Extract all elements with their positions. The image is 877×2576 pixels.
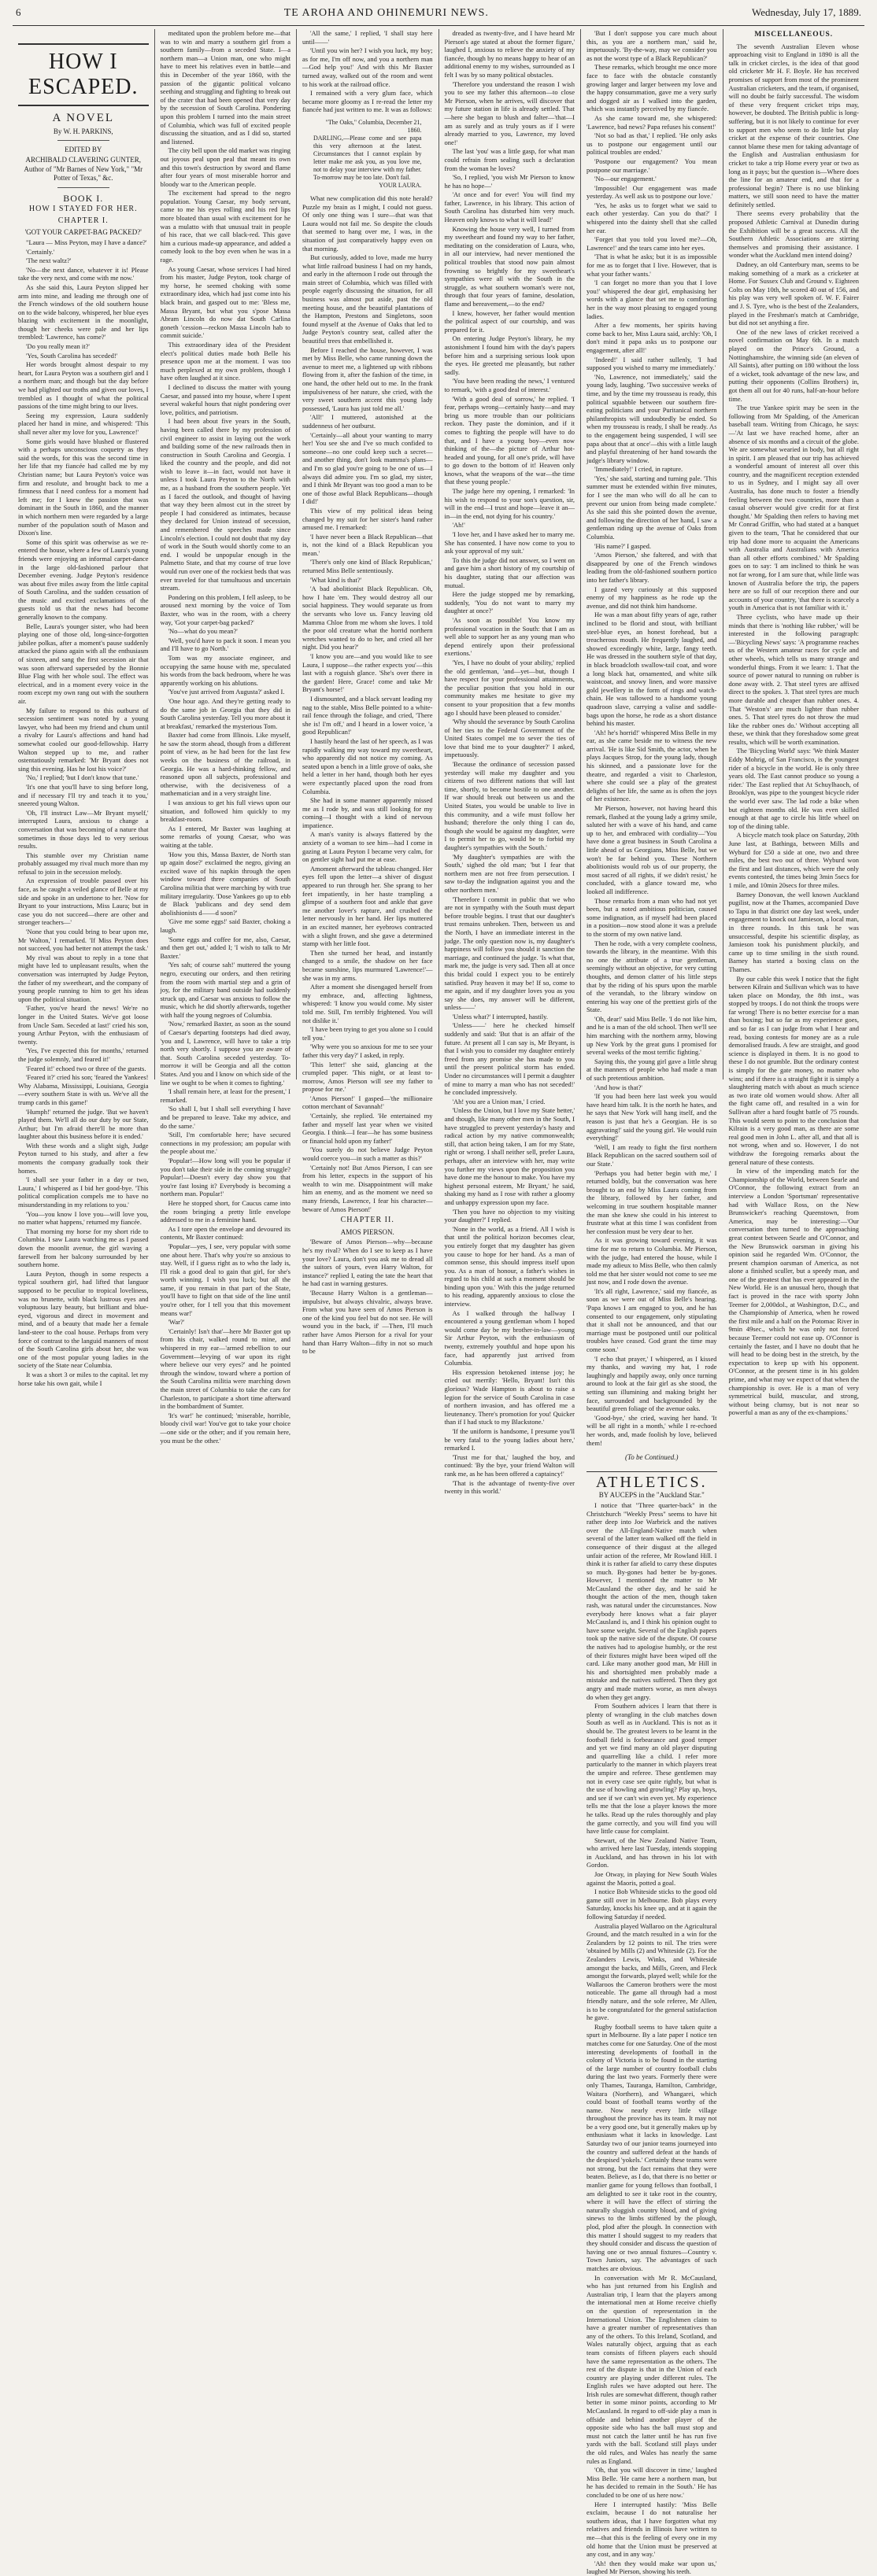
paragraph: 'All the same,' I replied, 'I shall stay here until——' (302, 29, 433, 46)
paragraph: 'Therefore I commit in public that we who are not in sympathy with the South must depart before trouble begins. I trust that our daughter's trust remains unbroken. Then, between us and the North, I have an immediate interest in the judge. The only question now is, my daughter's happiness will follow you should it sanction the marriage, and continued the judge. 'Is what that, mark me, the judge is very sad. Then all at once this bridal could I expect you to be entirely satisfied. Pray heaven it may be! If so, come to me again, and if my daughter loves you as you say she does, my answer will be different, unless——' (444, 895, 575, 1012)
column-3 (297, 29, 439, 1356)
paragraph: I declined to discuss the matter with young Caesar, and passed into my house, where I spent several wakeful hours that night pondering over love, politics, and patriotism. (160, 382, 290, 416)
paragraph: 'Why should the severance by South Carolina of her ties to the Federal Government of the United States compel me to sever the ties of love that bind me to your daughter?' I asked, impetuously. (444, 718, 575, 759)
letter-body: DARLING,—Please come and see papa this very afternoon at the latest. Circumstances that I cannot explain by letter make me ask you, as you love me, not to delay your interview with my father. To-morrow may be too late. Don't fail. (313, 134, 422, 181)
paragraph: To this the judge did not answer, so I went on and gave him a short history of my courtship of his daughter, stating that our affection was mutual. (444, 555, 575, 589)
paragraph: 'I love her, and I have asked her to marry me. She has consented. I have now come to you to ask your approval of my suit.' (444, 530, 575, 555)
paragraph: Then she turned her head, and instantly changed to a smile, the shadow on her face became sunshine, lips murmured 'Lawrence!'—she was in my arms. (302, 948, 433, 982)
paragraph: After a moment she disengaged herself from my embrace, and, affecting lightness, whispered: 'I know you would come. My sister told me. Still, I'm terribly frightened. You will not dislike it.' (302, 983, 433, 1024)
paragraph: 'Not so bad as that,' I replied. 'He only asks us to postpone our engagement until our political troubles are ended.' (587, 131, 717, 157)
masthead (13, 6, 864, 26)
paragraph: She had in some manner apparently missed me as I rode by, and was still looking for my coming—I thought with a kind of nervous impatience. (302, 796, 433, 829)
paragraph: 'And how is that?' (594, 1083, 642, 1091)
paragraph: This view of my political ideas being changed by my suit for her sister's hand rather amused me. I remarked: (302, 506, 433, 532)
paragraph: 'With a good deal of sorrow,' he replied. 'I fear, perhaps wrong—certainly hasty—and may bring us more trouble than our politicians reckon. They paste the dominion, and if it comes to fighting the people will have to do that, and I have a young boy—even now thinking of the—the picture of Arthur hot-headed and young, for all one's pride, will have to go down to the bottom of it! Heaven only knows, what the weapons of the war—the time that these young people.' (444, 394, 575, 486)
article-body (445, 29, 575, 1496)
paragraph: Knowing the house very well, I turned from my sweetheart and found my way to her father, meditating on the consideration of Laura, who, in all our interview, had never mentioned the political troubles that stood now pain almost frowning so brightly for my sweetheart's sympathies were all with the South in the struggle, as what southern woman's were not, through that four years of famine, desolation, flame and bereavement,—to the end? (444, 224, 575, 308)
paragraph: Some of this spirit was otherwise as we re-entered the house, where a few of Laura's young friends were enjoying an informal carpet-dance in the large old-fashioned parlour that December evening. Judge Peyton's residence was about five miles away from the little capital of South Carolina, and the sudden cessation of the music and excited exclamations of the guests told us that the news had become generally known to the company. (18, 537, 149, 622)
paragraph: His expression betokened intense joy; he cried out merrily: 'Hello, Bryant! Isn't this glorious? Wade Hampton is about to raise a legion for the service of South Carolina in case of northern invasion, and has offered me a lieutenancy. There's promotion for you! Quicker than if I had stuck to my Blackstone.' (444, 1367, 575, 1426)
divider (57, 140, 109, 141)
issue-date: Wednesday, July 17, 1889. (752, 6, 861, 18)
article-body (18, 238, 149, 1387)
paragraph: A man's vanity is always flattered by the anxiety of a woman to see him—had I come in gazing at Laura Peyton I became very calm, for on gentler sight had put me at ease. (302, 830, 433, 864)
paragraph: 'There's only one kind of Black Republican,' returned Miss Belle sententiously. (302, 558, 433, 575)
article-body (161, 29, 291, 1445)
paragraph: "Laura — Miss Peyton, may I have a dance?' (26, 238, 147, 246)
columns (13, 29, 864, 2576)
column-1 (13, 29, 155, 1387)
paragraph: I notice that "Three quarter-back" in the Christchurch "Weekly Press" seems to have hit rather deep into Joe Warbrick and the natives over the All-England-Native match when several of the latter team walked off the field in consequence of their disgust at the alleged unfair action of the referee, Mr Rowland Hill. I think it is rather far afield to carry these disputes so much. By-gones had better be by-gones. However, I mentioned the matter to Mr McCausland the other day, and he said he thought the action of the men, though taken rash, was natural under the circumstances. Now everybody here knows what a fair player McCausland is, and I think his opinion ought to have some weight. Several of the English papers took up the native side of the dispute. Of course the natives had to apologise humbly, or the rest of their fixtures might have been wiped off the card. Like many another good man, Mr Hill in his and shortsighted men probably made a mistake and the natives suffered. Then they got angry and made matters worse, as men always do when they get angry. (587, 1500, 717, 1701)
paragraph: 'Certainly not! But Amos Pierson, I can see from his letter, expects in the support of his wealth to win me. Disappointment will make him an enemy, and as the moment we need so many friends, Lawrence, I fear his character—beware of Amos Pierson!' (302, 1163, 433, 1213)
paragraph: 'None in the world, as a friend. All I wish is that until the political horizon becomes clear, you entirely forget that my daughter has given you cause to hope for her hand. As a man of common sense, this should impress itself upon you. As a man of honour, a father's wishes in regard to his child at such a moment should be binding upon you.' With this the judge returned to his reading, apparently anxious to close the interview. (444, 1224, 575, 1308)
chapter-heading: CHAPTER I. (57, 216, 109, 225)
paragraph: Baxter had come from Illinois. Like myself, he saw the storm ahead, though from a different point of view, as he had been for the last few weeks on the business of the railroad, in Georgia. He was a hard-thinking fellow, and reasoned upon all subjects, professional and otherwise, with the decisiveness of a mathematician and in a very straight line. (160, 731, 290, 798)
paragraph: 'Beware of Amos Pierson—why—because he's my rival? When do I see to keep as I have your love? Laura, don't you ask me to dread all the suitors of yours, even Harry Walton, for instance?' replied I, eating the tate the heart that he had cast in warning gestures. (302, 1238, 433, 1288)
paragraph: 'It's all right, Lawrence,' said my fiancée, as soon as we were out of Miss Belle's hearing. 'Papa knows I am engaged to you, and he has consented to our engagement, only stipulating that it shall not be announced, and that our marriage must be postponed until our political troubles have ceased. God grant the time may come soon.' (587, 1286, 717, 1354)
continued-note: (To be Continued.) (625, 1453, 679, 1462)
paragraph: In conversation with Mr R. McCausland, who has just returned from his English and Australian trip, I learn that the players among the international men at Home receive chiefly on the question of representation in the International Union. The Englishmen claim to have a greater number of representatives than any of the others. To this Ireland, Scotland, and Wales naturally object, arguing that as each team consists of fifteen players each should have the same representation as the others. The rest of the dispute is that in the Union of each country are playing under different rules. The English rules we have adopted out here. The Irish rules are somewhat different, though rather better in some minor points, according to Mr McCausland. In regard to off-side play a man is offside and behind another player of the opposite side who has the ball must stop and must not catch the latter until he has run five yards with the ball. Scotland still plays under the old rules, and Wales has nearly the same rules as England. (587, 2273, 717, 2465)
paragraph: 'You have been reading the news,' I ventured to remark, 'with a good deal of interest.' (444, 377, 575, 393)
paragraph: 'I shall remain here, at least for the present,' I remarked. (160, 1087, 290, 1104)
serial-headline: HOW I ESCAPED. (18, 43, 149, 106)
paragraph: 'No—what do you mean?' (168, 627, 238, 636)
athletics-byline: BY AUCEPS in the "Auckland Star." (598, 1491, 705, 1500)
letter-heading: "The Oaks," Columbia, December 21, 1860. (325, 118, 422, 134)
paragraph: 'Ah!' (452, 521, 465, 530)
paragraph: The seventh Australian Eleven whose approaching visit to England in 1890 is all the talk in cricket circles, is the idea of that good old cricketer Mr H. F. Boyle. He has received promises of support from most of the prominent Australian cricketers, and the team, if organised, will no doubt be fairly successful. The wisdom of these very frequent cricket trips may, however, be doubted. The British public is long-suffering, but it is not likely to continue for ever to support men who seem to do little but play cricket at the expense of their countries. One cannot blame these men for taking advantage of the English and Australian enthusiasm for cricket to take a trip Home every year or two as long as it pays; but the question is—Where does the line for an amateur end, and that for a professional begin? There is no use blinking matters, we still soon need to have the matter definitely settled. (728, 42, 859, 209)
paragraph: meditated upon the problem before me—that was to win and marry a southern girl from a southern family—from a seceded State. I—a northern man—a Union man, one who might have to meet his relatives even in battle—and this in December of the year 1860, with the passion of the gigantic political volcano seething and struggling and fighting to break out of the crater that had been opened that very day by the secession of South Carolina. Pondering upon this problem I turned into the main street of Columbia, which was full of excited people discussing the situation, and as I did so, started and listened. (160, 29, 290, 146)
paragraph: He was a man about fifty years of age, rather inclined to be florid and stout, with brilliant steel-blue eyes, an honest forehead, but a treacherous mouth. He frequently laughed, and showed exceedingly white, large, fangy teeth. He was dressed in the southern style of that day, in black broadcloth swallow-tail coat, and wore a long black hat, ornamented, and white silk waistcoat, and snowy linen, and wore massive gold jewellery in the form of rings and watch-chain. He was tallowed to a handsome young quadroon slave, carrying a valise and saddle-bags upon the horse, he rode as a short distance behind his master. (587, 611, 717, 728)
paragraph: 'Give me some eggs!' said Baxter, choking a laugh. (160, 917, 290, 934)
paragraph: 'All!' I muttered, astonished at the suddenness of her outburst. (302, 413, 433, 430)
paragraph: These remarks, which brought me once more face to face with the obstacle constantly growing larger and larger between my love and the happy consummation, gave me a very surly and dogged air as I walked into the garden, which was instantly perceived by my fiancée. (587, 63, 717, 113)
paragraph: 'Ah! you are a Union man,' I cried. (452, 1097, 546, 1105)
serial-subtitle: A NOVEL (52, 112, 115, 124)
paragraph: 'Ah! he's horrid!' whispered Miss Belle in my ear, as she came beside me to witness the new arrival. 'He is like Sid Smith, the actor, when he plays Jacques Strop, for the young lady, though his skinned, and a passionate love for the theatre, and regarded a visit to Charleston, where she could see a play of the greatest delights of her life, the same as is often the joys of her existence. (587, 728, 717, 803)
letter-signature: YOUR LAURA. (379, 181, 422, 189)
column-5 (581, 29, 723, 2576)
paragraph: Seeing my expression, Laura suddenly placed her hand in mine, and whispered: 'This shall never alter my love for you, Lawrence!' (18, 411, 149, 436)
paragraph: There seems every probability that the proposed Athletic Carnival at Dunedin during the Exhibition will be a great success. All the Southern Athletic Associations are stirring themselves and promising their assistance. I wonder what the Auckland men intend doing? (728, 209, 859, 260)
paragraph: 'Impossible! Our engagement was made yesterday. As well ask us to postpone our love.' (587, 183, 717, 201)
book-number: BOOK I. (63, 192, 104, 204)
paragraph: 'Because the ordinance of secession passed yesterday will make my daughter and you citizens of two different nations that will last time, shortly, to become hostile to one another. If war should break out between us and the United States, you would be unable to live in this community, and a wife must follow her husband; therefore the only thing I can do, though she would be against my daughter, were I to permit her to go, would be to forbid my daughter's sympathies with the South.' (444, 760, 575, 851)
paragraph: 'No,' I replied; 'but I don't know that tune.' (26, 773, 139, 782)
paragraph: 'Certainly, she replied. 'He entertained my father and myself last year when we visited Georgia. I think—I fear—he has some business or financial hold upon my father!' (302, 1112, 433, 1145)
paragraph: This stumble over my Christian name probably assuaged my rival much more than my refusal to join in the secession melody. (18, 851, 149, 876)
paragraph: Her words brought almost despair to my heart, for Laura Peyton was a southern girl and I a northern man; and though but the day before we had plighted our troths and given our loves, I trembled as I thought of what the political passions of the time might bring to our lives. (18, 360, 149, 411)
paragraph: Australia played Wallaroo on the Agricultural Ground, and the match resulted in a win for the Zealanders by 12 points to nil. The tries were 'obtained by Mills (2) and Whiteside (2). For the Zealanders Lewis, Winks, and Whiteside amongst the backs, and Mills, Green, and Fleck amongst the forwards, played well; while for the Wallaroos the Cameron brothers were the most noticeable. The game all through had a most friendly nature, and the sole referee, Mr Allen, is to be congratulated for the general satisfaction he gave. (587, 1921, 717, 2022)
paragraph: The city bell upon the old market was ringing out joyous peal upon peal that meant its own and this town's destruction by sword and flame after four years of most miserable horror and bloody war to the American people. (160, 146, 290, 188)
paragraph: 'No—our engagement.' (594, 175, 657, 183)
column-2 (155, 29, 298, 1445)
paragraph: That morning my horse for my short ride to Columbia. I saw Laura watching me as I passed down the moonlit avenue, the girl waving a farewell from her balcony surrounded by her southern home. (18, 1227, 149, 1269)
paragraph: The last 'you' was a little gasp, for what man could refrain from sealing such a declaration from the woman he loves? (444, 147, 575, 172)
paragraph: 'Yes,' she said, starting and turning pale. 'This summer must be extended within five minutes, for I see the man who will do all he can to prevent our union from being made complete.' As she said this she pointed down the avenue, and following the direction of her hand, I saw a gentleman riding up the avenue of Oaks from Columbia. (587, 474, 717, 541)
paragraph: The 'Bicycling World' says: 'We think Master Eddy Mohrig, of San Francisco, is the youngest rider of a bicycle in the world. He is only three years old. The East cannot produce so young a rider.' The East replied that At Schuylhaoch, of Brooklyn, was pipe to the youngest bicycle rider the world ever saw. The lad rode a bike when but eighteen months old. He was even skilled enough at that age to circle his little wheel on top of the dining table. (728, 747, 859, 830)
paragraph: 'What kind is that?' (310, 575, 362, 584)
editor-name: ARCHIBALD CLAVERING GUNTER, (25, 155, 142, 164)
paragraph: 'How you this, Massa Baxter, de North stan up again dose?' exclaimed the negro, giving an excited wave of his napkin through the open window toward three companies of South Carolina militia that were marching by with true military irregularity. 'Dose Yankees go up to ebb de Black 'publicans and dey send dem abolishionists d——d soon?' (160, 850, 290, 917)
divider (57, 187, 109, 188)
page-number: 6 (16, 6, 21, 18)
paragraph: 'But I don't suppose you care much about this, as you are a northern man,' said he, impetuously. 'By-the-way, may we consider you as not the worst type of a Black Republican?' (587, 29, 717, 62)
paragraph: From Southern advices I learn that there is plenty of wrangling in the club matches down South as well as in Auckland. This is not as it should be. The greatest levers to be learnt in the football field is forbearance and good temper and yet we find many an old player disputing and quarrelling like a child. I refer more particularly to the manner in which players treat the umpire and referee. These gentlemen may not in every case see quite rightly, but what is the use of howling and growling? Play up, boys, and see if we can't win even yet. My experience tells me that the lose a player knows the more he talks. Read up the rules thoroughly and play the game correctly, and you will find you will have little cause for complaint. (587, 1702, 717, 1836)
paragraph: 'Still, I'm comfortable here; have secured connections in my profession; am popular with the people about me.' (160, 1131, 290, 1156)
paragraph: As she came toward me, she whispered: 'Lawrence, bad news? Papa refuses his consent!' (587, 113, 717, 131)
paragraph: 'Because Harry Walton is a gentleman—impulsive, but always chivalric, always brave. From what you have seen of Amos Pierson is one of the kind you feel but do not see. He will wound you in the back, if' —Then, I'll much rather have Amos Pierson for a rival for your hand than Harry Walton—fifty in not so much to be (302, 1288, 433, 1356)
paragraph: Laura Peyton, though in some respects a typical southern girl, had lifted that languor supposed to be peculiar to tropical loveliness, was no brunette, with black lustrous eyes and voluptuous lazy beauty, but brilliant and blue-eyed, vigorous and direct in movement and mind, and of a beauty that made her a female land-steer to the coal house. Perhaps from very force of contrast to the languid manners of most of the South Carolina girls about her, she was one of the most popular young ladies in the society of the State near Columbia. (18, 1269, 149, 1370)
paragraph: 'Well, I am ready to fight the first northern Black Republican on the sacred southern soil of our State.' (587, 1142, 717, 1168)
paragraph: 'Certainly.' (26, 247, 55, 256)
paragraph: 'Amos Pierson,' she faltered, and with that disappeared by one of the French windows leading from the old-fashioned southern portico into her father's library. (587, 551, 717, 584)
paragraph: One of the new laws of cricket received a novel confirmation on May 6th. In a match played on the Prince's Ground, a Nottinghamshire, the winning side (an eleven of All Saints), after putting on 180 without the loss of a wicket, took advantage of the new law, and putting their opponents (Collins Brothers) in, got them all out for 40 runs, half-an-hour before time. (728, 327, 859, 403)
paragraph: As young Caesar, whose services I had hired from his master, Judge Peyton, took charge of my horse, he seemed choking with some extraordinary idea, which had just come into his black brain, and gasped out to me: 'Bless me, Massa Bryant, but what you s'pose Massa Abram Lincoln do now dat South Carlina goneth 'cession—reckon Massa Lincoln hab to commit suicide.' (160, 264, 290, 340)
paragraph: Mr Pierson, however, not having heard this remark, flashed at the young lady a grimy smile, saluted her with a wave of his hand, and came up to her, and embraced with cordiality—'You have done a great business in South Carolina a little ahead of us Georgians, Miss Belle, but we won't be far behind you. These Northern abolitionists would rob us of our property, the most sacred of all rights, if we didn't resist,' he concluded, with a glance toward me, who looked all indifference. (587, 804, 717, 895)
paragraph: Some girls would have blushed or flustered with a perhaps unconscious coquetry as they said the words, for this was the second time in her life that my fiancée had called me by my Christian name; but Laura Peyton's voice was firm and resolute, and brought back to me a firmness that I need confess for a moment had left me; for I knew the passion that was dominant in the South in 1860, and the manner in which northern men were regarded by a large number of the population south of Mason and Dixon's line. (18, 437, 149, 537)
paragraph: 'Oh, dear!' said Miss Belle. 'I do not like him, and he is a man of the old school. Then we'll see him marching with the northern army, blowing up New York by the great guns I promised for several weeks of the most terrific fighting.' (587, 1014, 717, 1057)
paragraph: The excitement had spread to the negro population. Young Caesar, my body servant, came to me his eyes rolling and his red lips more bloated than usual with excitement for he was a mulatto with that unusual trait in people of his race, that we call black-red. This gave him a curious made-up appearance, and added a comedy look to the boy even when he was in a rage. (160, 189, 290, 264)
article-body (587, 1501, 717, 2576)
paragraph: 'Now,' remarked Baxter, as soon as the sound of Caesar's departing footsteps had died away, 'you and I, Lawrence, will have to take a trip north very shortly. I suppose you are aware of that. South Carolina seceded yesterday. To-morrow it will be Georgia and all the cotton States. And you and I know on which side of the line we ought to be when it comes to fighting.' (160, 1020, 290, 1087)
paragraph: On entering Judge Peyton's library, he my astonishment I found him with the day's papers before him and a surprising serious look upon the eyes. He greeted me pleasantly, but rather sadly. (444, 334, 575, 376)
paragraph: I hastily heard the last of her speech, as I was rapidly walking my way toward my sweetheart, who apparently did not notice my coming. As seated upon a bench in a little grove of oaks, she held a letter in her hand, though both her eyes were expectantly placed upon the road from Columbia. (302, 736, 433, 795)
paragraph: 'It's war!' he continued; 'miserable, horrible, bloody civil war! You've got to take your choice—one side or the other; and if you remain here, you must be the other.' (160, 1411, 290, 1445)
paragraph: But curiously, added to love, made me hurry what little railroad business I had on my hands, and early in the afternoon I rode out through the main street of Columbia, which was filled with people eagerly discussing the situation, for all business was almost put aside, past the old meeting house, and the beautiful plantations of the Hampton, Prestons and Singletons, soon found myself at the Avenue of Oaks that led to Judge Peyton's country seat, called after the beautiful trees that embellished it. (302, 253, 433, 345)
paragraph: I was anxious to get his full views upon our situation, and followed him quickly to my breakfast-room. (160, 799, 290, 824)
paragraph: 'Therefore you understand the reason I wish you to see my father this afternoon—to close Mr Pierson, when he arrives, will discover that my future station in life is already settled. That—here she began to blush and falter—'that—I am as surely and as truly yours as if I were already married to you, Lawrence, my loved one!' (444, 79, 575, 146)
paragraph: In view of the impending match for the Championship of the World, between Searle and O'Connor, the following extract from an interview a London 'Sportsman' representative had with Wallace Ross, on the New Brunswicker's reaching Queenstown, from America, may be interesting:—'Our conversation then turned to the approaching great contest between Searle and O'Connor, and the New Brunswick oarsman in giving his opinion said he regarded Wm. O'Connor, the present champion oarsman of America, as not alone a finished sculler, but a speedy man, and one of the greatest that has ever appeared in the New World. He is an unusual hero, though that fact is proved in the race with sporty John Teemer for 2,000dol., at Washington, D.C., and the Championship of America, when he rowed the first mile and a half on the Potomac River in 9min 49sec., which he was only not forced because Teemer could not ease up. O'Connor is certainly the faster, and I have no doubt that he will head to be doing best in the stretch, by the expectation to keep up with his opponent. O'Connor, at the present time is in his golden prime, and what may we expect of that when the championship is over. He is a man of very symmetrical build, muscular, and strong, without being clumsy, but is not near so powerful a man as any of the ex-champions.' (728, 1167, 859, 1417)
paragraph: Saying this, the young girl gave a little shrug at the manners of people who had made a man of such pretentious ambition. (587, 1057, 717, 1083)
paragraph: After a few moments, her spirits having come back to her, Miss Laura said, archly: 'Oh, I don't mind it papa asks us to postpone our engagement, after all!' (587, 321, 717, 354)
chapter-subtitle: 'GOT YOUR CARPET-BAG PACKED?' (24, 228, 142, 237)
paragraph: As I entered, Mr Baxter was laughing at some remarks of young Caesar, who was waiting at the table. (160, 824, 290, 849)
book-title: HOW I STAYED FOR HER. (28, 205, 138, 214)
paragraph: What new complication did this note herald? Puzzle my brain as I might, I could not guess. Of only one thing was I sure—that was that Laura would not fail me. So despite the clouds that seemed to hang over me, I was, in the situation of just comparatively happy even on that morning. (302, 194, 433, 253)
paragraph: This extraordinary idea of the President elect's political duties made both Belle his presence upon me at the moment. I was too much perplexed at my own problem, though I have often laughed at it since. (160, 340, 290, 382)
edited-by: EDITED BY (65, 146, 102, 154)
paragraph: I notice Bob Whiteside sticks to the good old game still over in Melbourne. Bob plays every Saturday, knocks his knee up, and at it again the following Saturday if needed. (587, 1888, 717, 1921)
paragraph: 'Trust me for that,' laughed the boy, and continued: 'By the bye, your friend Walton will rank me, as he has been offered a captaincy!' (444, 1452, 575, 1478)
paragraph: 'Yes, he asks us to forget what we said to each other yesterday. Can you do that?' I whispered into the dainty shell that she called her ear. (587, 201, 717, 234)
paragraph: By our cable this week I notice that the fight between Kilrain and Sullivan which was to have taken place on Monday, the 8th inst., was stopped by troops. I do not think the troops were far wrong! There is no better exercise for a man than boxing; but so far as my experience goes, and so far as I can judge from what I hear and read, boxing contests for money are as a rule demoralised frauds. A few are straight, and good science is displayed in them. It is no good to these I do not grumble. But the ordinary contest is simply for the gate money, no matter who wins; and if there is a straight fight it is simply a slaughtering match with about as much science as two irate old women would show. After all the fight came off, and resulted in a win for Sullivan after a hard fought battle of 75 rounds. This would seem to point to the conclusion that Kilrain is a very good man, as there are some real good men in John L. after all, and that all is not wrong, when and so. However, I do not withdraw the foregoing remarks about the general nature of these contests. (728, 974, 859, 1166)
paragraph: 'As soon as possible! You know my professional vocation in the South: that I am as well able to support her as any young man who depend entirely upon their professional exertions.' (444, 615, 575, 658)
paragraph: Dadney, an old Canterbury man, seems to be making something of a mark as a cricketer at Home. For Sussex Club and Ground v. Eighteen Colts on May 10th, he scored 40 out of 156, and his play was very well spoken of. W. F. Fairer and J. S. Tyre, who is the best of the Zealanders, played in the Freshman's match at Cambridge, but did not set anything a fire. (728, 260, 859, 327)
paragraph: 'Certainly—all about your wanting to marry her! You see she and I've so much confided to someone—no one could keep such a secret—and another thing, don't look mamma's plans—and I'm so glad you're going to be one of us—I always did admire you. I'm so glad, my sister, and I think Mr Bryant was too good a man to be one of those awful Black Republicans—though I did!' (302, 430, 433, 506)
author-note: Author of "Mr Barnes of New York," "Mr Potter of Texas," &c. (24, 165, 143, 182)
paragraph: I had been about five years in the South, having been called there by my profession of civil engineer to assist in laying out the work and building some of the new railroads then in construction in South Carolina and Georgia. I liked the country and the people, and did not wish to leave it—in fact, would not have it unless I took Laura Peyton to the North with me, as a husband from the southern people. Yet as I faced the outlook, and thought of having that way they been almost cut in the street by people I had considered as intimates, because they declared for Union instead of secession, and remembered the speeches made since Lincoln's election. I could not doubt that my day of work in the South would shortly come to an end. I would be unpopular enough in the Palmetto State, and that my course of true love would run over one of the rockiest beds that was ever traveled for that tumultuous and uncertain stream. (160, 417, 290, 592)
paragraph: 'Oh, I'll instruct Law—Mr Bryant myself,' interrupted Laura, anxious to change a conversation that was becoming of a nature that sometimes in those days led to very serious results. (18, 808, 149, 851)
article-body (302, 1238, 433, 1355)
paragraph: Rugby football seems to have taken quite a spurt in Melbourne. By a late paper I notice ten matches come for one Saturday. One of the most interesting developments of football in the colony of Victoria is to be found in the starting of the large number of country football clubs during the last two years. Formerly there were only Thames, Tauranga, Hamilton, Cambridge, Waitara (Northern), and Whangarei, which could boast of football teams worthy of the name. Now nearly every little village throughout the province has its team. It may not be a very good one, but it generally makes up by enthusiasm what it lacks in knowledge. Last Saturday two of our junior teams journeyed into the country and suffered defeat at the hands of the despised 'yokels.' Certainly these teams were not strong, but the fact remains that they were beaten. Believe, as I do, that there is no better or manlier game for young fellows than football, I am delighted to see it take root in the country, where it will have the effect of stirring the naturally sluggish country blood, and of giving sinews to the limbs stiffened by the plough, plod, plod after the plough. In connection with this matter I should suggest to my readers that they should consider and discuss the question of having one or two annual fixtures—Country v. Town Juniors, say. The advantages of such matches are obvious. (587, 2022, 717, 2272)
paragraph: 'My daughter's sympathies are with the South,' sighed the old man; 'but I fear that northern men are not free from persecution. I saw to-day the indignation against you and the other northern men.' (444, 852, 575, 894)
paragraph: 'Yes, South Carolina has seceded!' (26, 351, 118, 360)
athletics-heading: ATHLETICS. (587, 1471, 717, 1487)
paragraph: 'A bad abolitionist Black Republican. Oh, how I hate 'em. They would destroy all our social happiness. They would separate us from the servants who love us. Fancy leaving old Mamma Chloe from me whom she loves. I told the poor old creature what the horrid northern wretches wanted to do to her, and cried all her night. Did you hear?' (302, 585, 433, 651)
paragraph: 'One hour ago. And they're getting ready to do the same job in Georgia that they did in South Carolina yesterday. Tell you more about it at breakfast,' remarked the mysterious Tom. (160, 696, 290, 730)
miscellaneous-heading: MISCELLANEOUS. (754, 31, 834, 39)
paragraph: I knew, however, her father would mention the political aspect of our courtship, and was prepared for it. (444, 308, 575, 334)
paragraph: 'Oh, that you will discover in time,' laughed Miss Belle. 'He came here a northern man, but he has decided to remain in the South.' He has concluded to be one of us here now.' (587, 2466, 717, 2499)
paragraph: 'Well, you'd have to pack it soon. I mean you and I'll have to go North.' (160, 636, 290, 653)
paragraph: Here he stopped short, for Caucus came into the room bringing a pretty little envelope addressed to me in a feminine hand. (160, 1198, 290, 1224)
paragraph: 'I shall see your father in a day or two, Laura,' I whispered as I bid her good-bye. 'This political complication compels me to have no misunderstanding in my relations to you.' (18, 1175, 149, 1209)
chapter-subtitle: AMOS PIERSON. (340, 1227, 394, 1236)
paragraph: 'At once and for ever! You will find my father, Lawrence, in his library. This action of South Carolina has disturbed him very much. Heaven only knows to what it will lead!' (444, 190, 575, 224)
paragraph: 'I echo that prayer,' I whispered, as I kissed my thanks, and waving my hat, I rode laughingly and happily away, only once turning around to look at the fair girl as she stood, the setting sun illumining and making bright her face, surrounded and backgrounded by the beautiful green foliage of the avenue oaks. (587, 1354, 717, 1413)
paragraph: 'You—you know I love you—will love you, no matter what happens,' returned my fiancée. (18, 1209, 149, 1227)
paragraph: 'Popular—yes, I see, very popular with some one about here. That's why you're so anxious to stay. Well, if I guess right as to who the lady is, I'll risk a good deal to gain that girl, for she's worth winning. I wish you luck; but all the same, if you remain in that part of the State, you'll have to fight on that side of the line until you're other, for I tell you that this movement means war!' (160, 1242, 290, 1317)
paragraph: Here the judge stopped me by remarking, suddenly, 'You do not want to marry my daughter at once?' (444, 590, 575, 615)
article-body (302, 29, 433, 114)
paragraph: 'The next waltz?' (26, 256, 72, 265)
paragraph: Before I reached the house, however, I was met by Miss Belle, who came running down the avenue to meet me, a lightened up with ribbons flowing from it, after the fashion of the time, in one hand, the other held out to me. In the frank impulsiveness of her nature, she cried, with the very sweet southern accent this young lady possessed, 'Laura has just told me all.' (302, 345, 433, 412)
paragraph: An expression of trouble passed over his face, as he caught a veiled glance of Belle at my side and spoke in an undertone to her. 'Now for Bryant to your instructions, Miss Laura; but in case you do not succeed—there are other and stronger teachers—' (18, 877, 149, 927)
paragraph: As it was growing toward evening, it was time for me to return to Columbia. Mr Pierson, with the judge, had entered the house, while I made my adieux to Miss Belle, who then calmly told me that her sister would not come to see me just now, and I rode down the avenue. (587, 1236, 717, 1286)
chapter-heading: CHAPTER II. (340, 1216, 394, 1225)
paragraph: 'So shall I, but I shall sell everything I have and be prepared to leave. Take my advice, and do the same.' (160, 1105, 290, 1130)
paragraph: 'I know you are—and you would like to see Laura, I suppose—the rather expects you'—this last with a roguish glance. 'She's over there in the garden! Here, Grace! come and take Mr Bryant's horse!' (302, 652, 433, 694)
paragraph: 'Popular!—How long will you be popular if you don't take their side in the coming struggle? Popular!—Doesn't every day show you that you're fast losing it? Everybody is becoming a northern man. Popular!' (160, 1156, 290, 1198)
paragraph: 'That is what he asks; but it is as impossible for me as to forget that I live. However, that is what your father wants.' (587, 253, 717, 278)
paragraph: 'His name?' I gasped. (594, 541, 651, 550)
paragraph: 'War?' (168, 1318, 185, 1327)
paragraph: It was a short 3 or miles to the capital. let my horse take his own gait, while I (18, 1370, 149, 1387)
paragraph: Tom was my associate engineer, and occupying the same house with me, speculated his words from the back bedroom, where he was apparently working on his ablutions. (160, 653, 290, 687)
paragraph: As she said this, Laura Peyton slipped her arm into mine, and leading me through one of the French windows of the old southern house on to the wide balcony, whispered, her blue eyes blazing with excitement in the moonlight, though her cheeks were pale and her lips trembled: 'Lawrence, has come?' (18, 282, 149, 341)
paragraph: 'Indeed!' I said rather sullenly, 'I had supposed you wished to marry me immediately.' (587, 355, 717, 372)
paragraph: 'Perhaps you had better begin with me,' I returned boldly, but the conversation was here brought to an end by Miss Laura coming from the library, followed by her father, and welcoming in true southern hospitable manner the man she knew she could in his interest to frustrate what at this time I was confident from her confession must be very dear to her. (587, 1168, 717, 1235)
paragraph: 'Feared it!' echoed two or three of the guests. (26, 1064, 146, 1072)
paragraph: A bicycle match took place on Saturday, 20th June last, at Bathinga, between Mills and Wyburd for £50 a side at one, two and three miles, the best two out of three. Wyburd won the first and last distances, which were the only events contested, the times being 3min 5secs for 1 mile, and 10min 20secs for three miles. (728, 831, 859, 889)
letter (313, 119, 422, 190)
paragraph: 'Then you have no objection to my visiting your daughter?' I replied. (444, 1207, 575, 1224)
paragraph: Then he rode, with a very complete coolness, towards the library, in the meantime. With this no one the attribute of a true gentleman, seemingly without an objective, for very cutting thoughts, and demon clatter of his little steps that by the riding of his spurs upon the marble of the verandah, to the library window on entering his way one of the prettiest girls of the State. (587, 939, 717, 1014)
paragraph: Three cyclists, who have made up their minds that there is 'nothing like rubber,' will be interested in the following paragraph:—'Bicycling News' says: 'A programme reaches us of the Western amateur races for cycle and other wheels, which tells us many strange and wonderful things. From it we learn: 1. That the source of power natural to running on rubber is done away with. 2. That steel tyres are affixed direct to the spokes. 3. That steel tyres are much more durable and cheaper than rubber ones. 4. That 'Weston's' are much lighter than rubber ones. 5. That steel tyres do not throw the mud like the rubber ones do.' Without accepting all these, we think that they foreshadow some great results, which will be worth examination. (728, 612, 859, 746)
paragraph: 'Father, you've heard the news! We're no longer in the United States. We've got loose from Uncle Sam. Seceded at last!' cried his son, young Arthur Peyton, with the enthusiasm of twenty. (18, 1004, 149, 1046)
paragraph: 'You surely do not believe Judge Peyton would coerce you—in such a matter as this?' (302, 1146, 433, 1163)
paragraph: 'Ah! then they would make war upon us,' laughed Mr Pierson, showing his teeth. (587, 2559, 717, 2576)
paragraph: With these words and a slight sigh, Judge Peyton turned to his study, and after a few moments the company gradually took their homes. (18, 1141, 149, 1175)
paragraph: 'Amos Pierson!' I gasped—'the millionaire cotton merchant of Savannah!' (302, 1094, 433, 1111)
paragraph: 'Humph!' returned the judge. 'But we haven't played them. We'll all do our duty by our State, Arthur; but I'm afraid there'll be more than laughter about this business before it is ended.' (18, 1107, 149, 1141)
paragraph: Pondering on this problem, I fell asleep, to be aroused next morning by the voice of Tom Baxter, who was in the room, with a cheery way, 'Got your carpet-bag packed?' (160, 592, 290, 626)
paragraph: As I tore open the envelope and devoured its contents, Mr Baxter continued: (160, 1224, 290, 1242)
paragraph: My failure to respond to this outburst of secession sentiment was noted by a young lawyer, who had been my friend and chum until a rivalry for Laura's affections and hand had somewhat cooled our good-fellowship. Harry Walton stepped up to me, and rather ostentatiously remarked: 'Mr Bryant does not sing this evening. Has he lost his voice?' (18, 706, 149, 773)
paragraph: As I walked through the hallway I encountered a young gentleman whom I hoped would come day be my brother-in-law—young Sir Arthur Peyton, with the enthusiasm of twenty, extremely youthful and hope upon his face, had apparently just arrived from Columbia. (444, 1308, 575, 1367)
paragraph: 'Some eggs and coffee for me, also, Caesar, and then get out,' added I; 'I wish to talk to Mr Baxter.' (160, 935, 290, 960)
paragraph: 'If you had been here last week you would have heard him talk. It is the north he hates, and he says that New York will hang itself, and the reason is just that he's a Georgian. He is so aggravating!' said the young girl. 'He would ruin everything!' (587, 1092, 717, 1142)
paragraph: 'This letter!' she said, glancing at the crumpled paper. 'This night, or at least to-morrow, Amos Pierson will see my father to propose for me.' (302, 1060, 433, 1094)
paragraph: Barney Donovan, the well known Auckland pugilist, now at the Thames, accompanied Dave to Tapu in that district one day last week, under engagement to knock out Jamieson, a local man, in three rounds. In this task he was unsuccessful, despite his scientific display, as Jamieson took his punishment pluckily, and came up to time smiling in the sixth round. Barney has started a boxing class on the Thames. (728, 890, 859, 973)
paragraph: 'Postpone our engagement? You mean postpone our marriage.' (587, 157, 717, 174)
paragraph: 'Feared it?' cried his son; 'feared the Yankees! Why Alabama, Mississippi, Louisiana, Georgia—every southern State is with us. We've all the trump cards in this game!' (18, 1073, 149, 1106)
paragraph: 'Yes sah; of course sah!' muttered the young negro, executing our orders, and then retiring from the room with martial step and a grin of joy, for the military band outside had suddenly struck up, and Caesar was anxious to follow the music, which he did shortly afterwards, together with half the young negroes of Columbia. (160, 961, 290, 1019)
paragraph: The true Yankee spirit may be seen in the following from Mr Spalding, of the American baseball team. Writing from Chicago, he says:—'At last we have reached home, after an absence of six months and a circuit of the globe. We are somewhat wearied in body, but all right in spirit. I am pleased that our trip has achieved a wonderful amount of interest all over this country, and the magnificent reception extended to us in Sydney, and I might say all over Australia, has done much to foster a friendly feeling between the two countries, more than a casual observer would give credit for at first thought.' Mr Spalding then refers to having met Mr Conrad Griffin, who had stated at a banquet given to the team, 'That he considered that our trip had done more to acquaint the Americans with Australia and Australians with America than all other efforts combined.' Mr Spalding goes on to say: 'I am inclined to think he was not far wrong, for I am sure that, while little was known of Australia before the trip, the papers here are so full of our reception there and our accounts of your country, 'that there is scarcely a youth in America that is not familiar with it.' (728, 404, 859, 612)
paragraph: 'I can forget no more than you that I love you!' whispered the dear girl, emphasising her words with a glance that set me to comforting her in the way most pleasing to engaged young ladies. (587, 279, 717, 320)
paragraph: 'Do you really mean it?' (26, 342, 90, 351)
paragraph: 'Forget that you told you loved me?—Oh, Lawrence!' and the tears came into her eyes. (587, 235, 717, 252)
paragraph: 'No, Lawrence, not immediately,' said the young lady, laughing. 'Two successive weeks of time, and by the time my trousseau is ready, this political squabble between our southern fire-eating politicians and your Puritanical northern philanthropists will undoubtedly be ended. So when my trousseau is ready, I shall be ready. As to the engagement being suspended, I will see papa about that at once'—this with a little laugh and playful threatening of her hand towards the judge's library window. (587, 372, 717, 464)
newspaper-title: TE AROHA AND OHINEMURI NEWS. (283, 7, 489, 19)
article-body (587, 29, 717, 1447)
paragraph: 'I have been trying to get you alone so I could tell you.' (302, 1025, 433, 1042)
column-4 (439, 29, 582, 1496)
paragraph: 'No—the next dance, whatever it is! Please take the very next, and come with me now.' (18, 265, 149, 282)
paragraph: The judge here my opening, I remarked: 'In his wish to respond to your son's question, sir, will in the end—I trust and hope—leave it an—in—in the end, not dying for his country.' (444, 487, 575, 520)
paragraph: 'It's one that you'll have to sing before long, and if necessary I'll try and teach it to you,' sneered young Walton. (18, 782, 149, 808)
paragraph: 'Certainly! Isn't that'—here Mr Baxter got up from his chair, walked round to mine, and whispered in my ear—'armed rebellion to our Government—levying of war upon its right where believe our very eyes?' and he pointed through the window, toward where a portion of the South Carolina militia were marching down the main street of Columbia to take the cars for Charleston, to participate a short time afterward in the bombardment of Sumter. (160, 1327, 290, 1411)
paragraph: 'So, I replied, 'you wish Mr Pierson to know he has no hope—' (444, 173, 575, 190)
paragraph: 'Yes, I have no doubt of your ability,' replied the old gentleman, 'and—yet—but, though I have respect for your professional attainments, the peculiar position that you hold in our community makes me hesitate to give my consent to your proposition that a few months ago I should have been pleased to consider.' (444, 658, 575, 717)
paragraph: 'Unless what?' I interrupted, hastily. (452, 1012, 548, 1020)
paragraph: 'Until you win her? I wish you luck, my boy; as for me, I'm off now, and you a northern man—God help you!' And with this Mr Baxter turned away, walked out of the room and went to his work at the railroad office. (302, 46, 433, 88)
paragraph: I dismounted, and a black servant leading my nag to the stable, Miss Belle pointed to a white-rail fence through the foliage, and cried, 'There she is! I'm off,' and I heard in a lower voice, 'a good Republican!' (302, 694, 433, 736)
paragraph: I remained with a very glum face, which became more gloomy as I re-read the letter my fiancée had just written to me. It was as follows: (302, 89, 433, 114)
paragraph: 'If the uniform is handsome, I presume you'll be very fatal to the young ladies about here,' remarked I. (444, 1426, 575, 1452)
paragraph: My rival was about to reply in a tone that might have led to unpleasant results, when the conversation was interrupted by Judge Peyton, the father of my sweetheart, and the company of young people running to him to get his ideas upon the political situation. (18, 953, 149, 1003)
paragraph: 'Unless——' here he checked himself suddenly and said: 'But that is an affair of the future. At present all I can say is, Mr Bryant, is that I wish you to consider my daughter entirely freed from any promise she has made to you until the present political storm has ended. Under no circumstances will I permit a daughter of mine to marry a man who has not seceded!' he concluded impressively. (444, 1021, 575, 1097)
paragraph: Joe Otway, in playing for New South Wales against the Maoris, potted a goal. (587, 1870, 717, 1887)
column-6 (723, 29, 865, 1417)
paragraph: Belle, Laura's younger sister, who had been playing one of those old, long-since-forgotten jubilee polkas, after a moment's pause suddenly attacked the piano again with all the enthusiasm of sixteen, and sang the first secession air that was soon afterward superseded by the Bonnie Blue Flag with her whole soul. The effect was electrical, and in a moment every voice in the room except my own rang out with the southern air. (18, 622, 149, 705)
paragraph: I gazed very curiously at this supposed enemy of my happiness as he rode up the avenue, and did not think him handsome. (587, 585, 717, 610)
paragraph: Those remarks from a man who had not yet been, but a noted ambitious politician, caused some indignation, as if myself had been placed in a position—now stood alone it was a prelude to the storm of my own native land. (587, 896, 717, 938)
paragraph: 'Immediately!' I cried, in rapture. (594, 465, 683, 474)
article-body (729, 42, 860, 1417)
paragraph: 'Good-bye,' she cried, waving her hand. 'It will be all right in a month,' while I re-echoed her words, and, made foolish by love, believed them! (587, 1413, 717, 1447)
paragraph: 'Unless the Union, but I love my State better,' and though, like many other men in the South, I have struggled to prevent yesterday's hasty and radical action by my native commonwealth; still, that action being taken, I am for my State, right or wrong. I shall neither sell, prefer Laura, perhaps, after an interview with her, may write you further my views upon the proposition you have done me the honour to make. You have my highest personal esteem, Mr Bryant,' he said, shaking my hand as I rose with rather a gloomy and unhappy expression upon my face. (444, 1106, 575, 1206)
paragraph: Amoment afterward the tableau changed. Her eyes fell upon the letter—a shiver of disgust appeared to run through her. She sprang to her feet impatiently, in her haste trampling a glimpse of a southern foot and ankle that gave me another lover's rapture, and crushed the letter nervously in her hand. Her lips muttered in an excited manner, her eyebrows contracted with a slight frown, and she gave a determined stamp with her little foot. (302, 864, 433, 948)
paragraph: 'I have never been a Black Republican—that is, not the kind of a Black Republican you mean.' (302, 532, 433, 557)
paragraph: 'None that you could bring to bear upon me, Mr Walton,' I remarked. 'If Miss Peyton does not succeed, you had better not attempt the task.' (18, 928, 149, 953)
byline: By W. H. PARKINS, (53, 127, 113, 135)
article-body (302, 194, 433, 1213)
paragraph: 'Why were you so anxious for me to see your father this very day?' I asked, in reply. (302, 1043, 433, 1059)
paragraph: Stewart, of the New Zealand Native Team, who arrived here last Tuesday, intends stopping in Auckland, and has thrown in his lot with Gordon. (587, 1836, 717, 1869)
paragraph: Here I interrupted hastily: 'Miss Belle exclaim, because I do not naturalise her southern ideas, that I have forgotten what my relatives and friends in Illinois have written to me—that this is the feeling of every one in my old home that the Union must be preserved at any cost, and in any way.' (587, 2500, 717, 2559)
paragraph: dreaded as twenty-five, and I have heard Mr Pierson's age stated at about the former figure,' laughed I, anxious to relieve the anxiety of my fiancée, though by no means happy to hear of an additional enemy to my wishes, surrounded as I felt I was by so many political obstacles. (444, 29, 575, 79)
paragraph: 'Yes, I've expected this for months,' returned the judge solemnly, 'and feared it!' (18, 1046, 149, 1063)
paragraph: 'You've just arrived from Augusta?' asked I. (168, 688, 285, 696)
paragraph: 'That is the advantage of twenty-five over twenty in this world.' (444, 1478, 575, 1496)
